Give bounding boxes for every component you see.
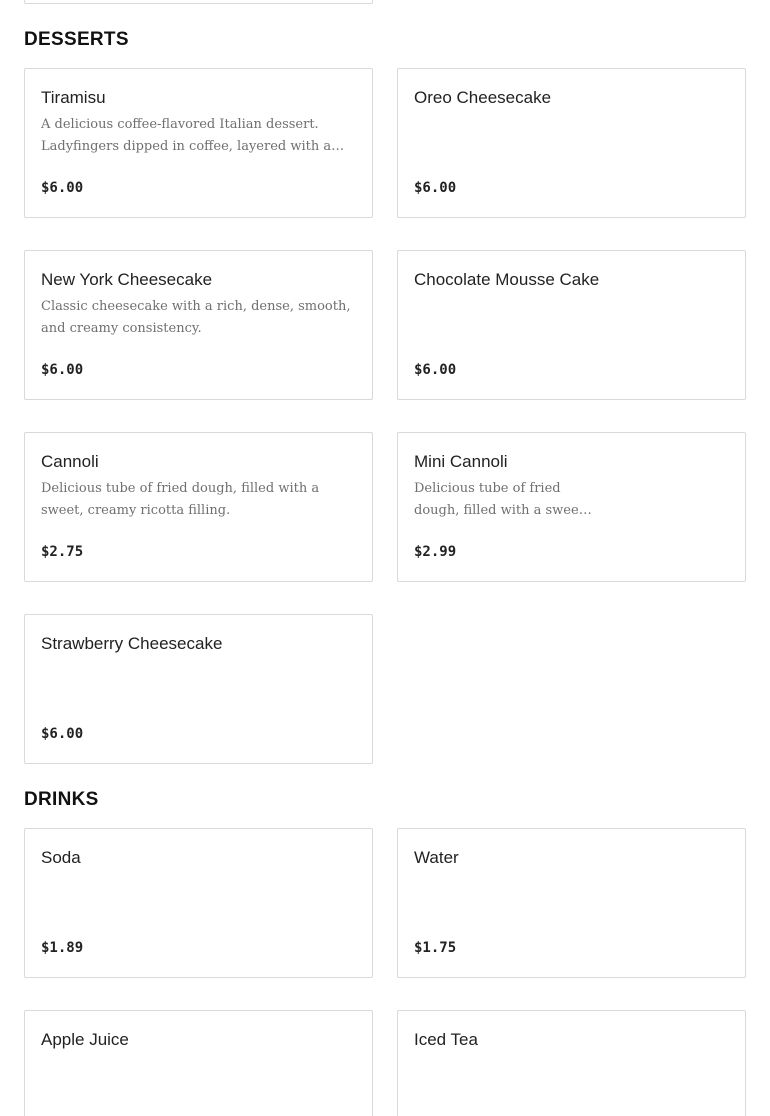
menu-item-description: Delicious tube of fried dough, filled with a swee…	[414, 481, 592, 518]
menu-item-price: $2.75	[41, 544, 84, 560]
menu-item-description: Delicious tube of fried dough, filled with a sweet, creamy ricotta filling.	[41, 481, 320, 518]
menu-item-card[interactable]	[24, 614, 373, 764]
menu-item-card[interactable]	[24, 250, 373, 400]
menu-item-card[interactable]	[397, 1010, 746, 1116]
menu-item-name: Chocolate Mousse Cake	[414, 270, 600, 289]
menu-item-card[interactable]	[24, 828, 373, 978]
menu-item-price: $1.89	[41, 940, 84, 956]
menu-item-description: Classic cheesecake with a rich, dense, smooth, and creamy consistency.	[41, 299, 351, 336]
menu-item-price: $6.00	[414, 362, 457, 378]
menu-item-description: A delicious coffee-flavored Italian dessert. Ladyfingers dipped in coffee, layered with a…	[41, 117, 345, 154]
menu-item-card[interactable]	[397, 68, 746, 218]
menu-item-card[interactable]	[397, 250, 746, 400]
menu-item-card[interactable]	[397, 432, 746, 582]
menu-item-name: Cannoli	[41, 452, 99, 471]
menu-item-card[interactable]	[24, 0, 373, 4]
section-title-desserts: DESSERTS	[24, 29, 129, 50]
menu-item-price: $6.00	[41, 180, 84, 196]
menu-item-price: $6.00	[41, 362, 84, 378]
menu-item-price: $6.00	[414, 180, 457, 196]
menu-item-name: Oreo Cheesecake	[414, 88, 552, 107]
menu-item-name: Soda	[41, 848, 81, 867]
menu-item-price: $6.00	[41, 726, 84, 742]
menu-item-name: Water	[414, 848, 459, 867]
menu-item-price: $2.99	[414, 544, 457, 560]
menu-item-card[interactable]	[397, 828, 746, 978]
menu-item-card[interactable]	[24, 68, 373, 218]
menu-item-name: Tiramisu	[41, 88, 106, 107]
menu-item-name: Iced Tea	[414, 1030, 478, 1049]
menu-item-card[interactable]	[24, 1010, 373, 1116]
section-title-drinks: DRINKS	[24, 789, 99, 810]
menu-item-name: Apple Juice	[41, 1030, 129, 1049]
menu-item-name: Mini Cannoli	[414, 452, 508, 471]
menu-item-name: New York Cheesecake	[41, 270, 213, 289]
menu-item-price: $1.75	[414, 940, 457, 956]
menu-item-card[interactable]	[24, 432, 373, 582]
menu-item-name: Strawberry Cheesecake	[41, 634, 223, 653]
